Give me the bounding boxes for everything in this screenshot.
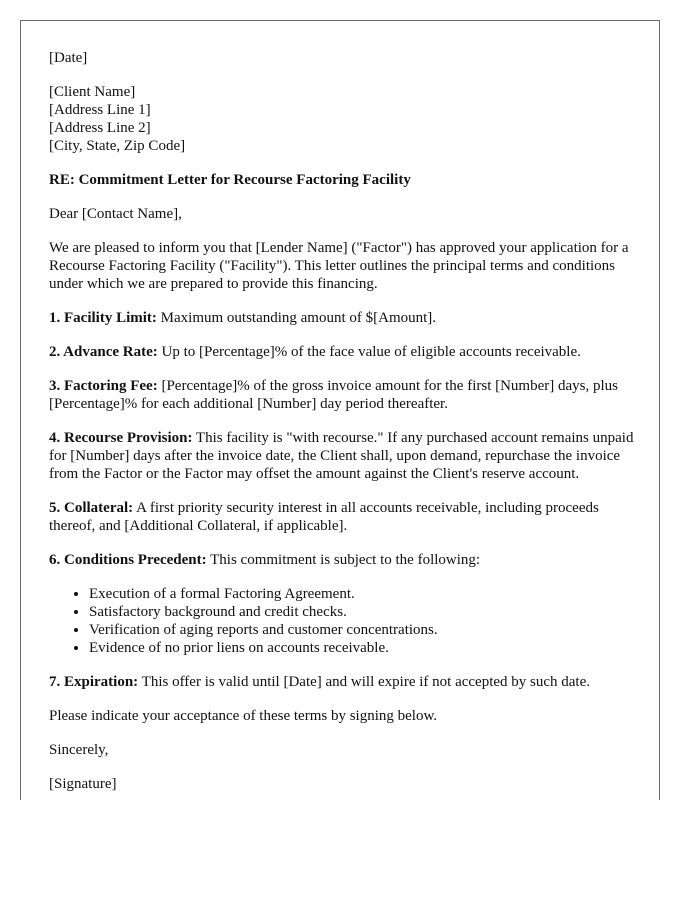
recipient-city-state-zip: [City, State, Zip Code] <box>49 138 186 154</box>
term-collateral <box>49 499 635 535</box>
signature-placeholder: [Signature] <box>49 776 117 792</box>
condition-item: • Evidence of no prior liens on accounts receivable. <box>89 639 635 657</box>
term-text: This facility is "with recourse." If any purchased account remains unpaid for [Number] days after the invoice date, the Client shall, upon demand, repurchase the invoice from the Factor or the Factor may offset the amount against the Client's reserve account. <box>49 430 634 482</box>
term-recourse-provision <box>49 429 635 483</box>
term-label: 6. Conditions Precedent: <box>49 552 207 568</box>
term-advance-rate <box>49 343 635 361</box>
recipient-address-line-2: [Address Line 2] <box>49 120 151 136</box>
term-conditions-precedent <box>49 551 635 569</box>
salutation: Dear [Contact Name], <box>49 206 182 222</box>
closing: Sincerely, <box>49 742 109 758</box>
recipient-name: [Client Name] <box>49 84 136 100</box>
intro-paragraph: We are pleased to inform you that [Lender Name] ("Factor") has approved your application for a Recourse Factoring Facility ("Facility"). This letter outlines the principal terms and conditions under which we are prepared to provide this financing. <box>49 240 629 292</box>
term-label: 1. Facility Limit: <box>49 310 157 326</box>
term-text: Up to [Percentage]% of the face value of eligible accounts receivable. <box>157 344 581 360</box>
subject-text: RE: Commitment Letter for Recourse Factoring Facility <box>49 172 411 188</box>
term-label: 2. Advance Rate: <box>49 344 158 360</box>
term-text: This offer is valid until [Date] and will expire if not accepted by such date. <box>138 674 590 690</box>
term-text: A first priority security interest in all accounts receivable, including proceeds thereof, and [Additional Collateral, if applicable]. <box>49 500 599 534</box>
recipient-address <box>49 83 635 155</box>
term-expiration <box>49 673 635 691</box>
term-factoring-fee <box>49 377 635 413</box>
subject-line <box>49 171 635 189</box>
term-text: This commitment is subject to the following: <box>206 552 481 568</box>
term-text: Maximum outstanding amount of $[Amount]. <box>156 310 437 326</box>
term-label: 7. Expiration: <box>49 674 139 690</box>
acceptance-paragraph: Please indicate your acceptance of these terms by signing below. <box>49 708 438 724</box>
letter-date: [Date] <box>49 50 88 66</box>
condition-item: • Verification of aging reports and customer concentrations. <box>89 621 635 639</box>
term-text: [Percentage]% of the gross invoice amount for the first [Number] days, plus [Percentage]% for each additional [Number] day period thereafter. <box>49 378 619 412</box>
condition-item: • Satisfactory background and credit checks. <box>89 603 635 621</box>
conditions-list <box>49 585 635 657</box>
term-label: 5. Collateral: <box>49 500 134 516</box>
term-facility-limit <box>49 309 635 327</box>
condition-item: • Execution of a formal Factoring Agreement. <box>89 585 635 603</box>
letter-body <box>49 49 635 800</box>
term-label: 4. Recourse Provision: <box>49 430 193 446</box>
letter-page <box>20 20 660 800</box>
recipient-address-line-1: [Address Line 1] <box>49 102 151 118</box>
term-label: 3. Factoring Fee: <box>49 378 158 394</box>
